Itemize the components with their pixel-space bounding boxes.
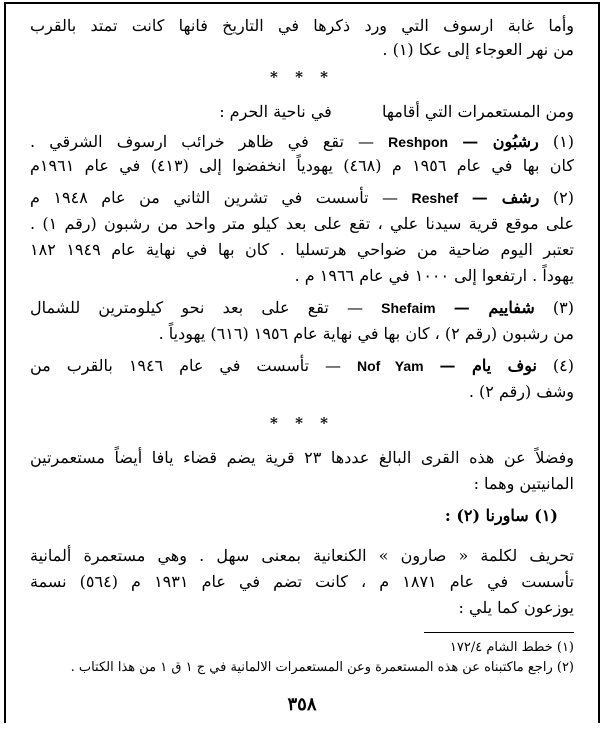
settlement-name: نوف يام —: [439, 356, 537, 375]
footnote-rule: [424, 632, 574, 633]
settlement-latin-name: Reshpon: [388, 134, 449, 150]
settlement-reshef: [30, 188, 574, 208]
settlement-reshpon-cont: كان بها في عام ١٩٥٦ م (٤٦٨) يهودياً انخفضوا إلى (٤١٣) في عام ١٩٦١م: [30, 156, 574, 175]
item-number: (٤): [552, 356, 574, 375]
settlement-latin-name: Shefaim: [381, 300, 436, 316]
paragraph-arsuf-forest: وأما غابة ارسوف التي ورد ذكرها في التاريخ فانها كانت تمتد بالقرب: [30, 16, 574, 35]
settlement-nof-yam-cont: وشف (رقم ٢) .: [468, 382, 574, 401]
settlement-description: — تقع على بعد نحو كيلومترين للشمال: [30, 298, 363, 317]
section-separator: * * *: [270, 414, 334, 432]
footnote-2: (٢) راجع ماكتبناه عن هذه المستعمرة وعن المستعمرات الالمانية في ج ١ ق ١ من هذا الكتاب .: [70, 660, 574, 675]
settlement-reshpon: [30, 132, 574, 152]
settlement-reshef-line4: يهوداً . ارتفعوا إلى ١٠٠٠ في عام ١٩٦٦ م .: [294, 266, 574, 285]
settlement-latin-name: Nof Yam: [356, 358, 424, 374]
settlement-latin-name: Reshef: [411, 190, 459, 206]
settlement-name: رشبُون —: [462, 132, 539, 151]
footnote-1: (١) خطط الشام ١٧٢/٤: [449, 640, 574, 655]
item-number: (٣): [552, 298, 574, 317]
page-number: ٣٥٨: [287, 694, 317, 715]
settlement-description: — تأسست في عام ١٩٤٦ بالقرب من: [30, 356, 342, 375]
book-page: [4, 2, 600, 723]
paragraph-sarona: تحريف لكلمة « صارون » الكنعانية بمعنى سهل . وهي مستعمرة ألمانية: [30, 546, 574, 565]
subheading-sarona: (١) ساورنا (٢) :: [444, 506, 558, 525]
settlement-reshef-line2: على موقع قرية سيدنا علي ، تقع على بعد كيلو متر واحد من رشبون (رقم ١) .: [30, 214, 575, 233]
settlement-reshef-line3: تعتبر اليوم ضاحية من ضواحي هرتسليا . كان بها في نهاية عام ١٩٤٩ ١٨٢: [30, 240, 575, 259]
paragraph-german-colonies-cont: المانيتين وهما :: [473, 474, 574, 493]
paragraph-arsuf-forest-cont: من نهر العوجاء إلى عكا (١) .: [382, 40, 574, 59]
paragraph-german-colonies: وفضلاً عن هذه القرى البالغ عددها ٢٣ قرية يضم قضاء يافا أيضاً مستعمرتين: [30, 448, 574, 467]
settlement-nof-yam: [30, 356, 574, 376]
settlement-name: رشف —: [471, 188, 540, 207]
settlement-shefaim: [30, 298, 574, 318]
paragraph-sarona-line3: يوزعون كما يلي :: [458, 598, 574, 617]
settlement-description: — تقع في ظاهر خرائب ارسوف الشرقي .: [30, 132, 375, 151]
section-heading: [219, 102, 574, 122]
heading-part-a: ومن المستعمرات التي أقامها: [382, 102, 574, 121]
settlement-shefaim-cont: من رشبون (رقم ٢) ، كان بها في نهاية عام ١٩٥٦ (٦١٦) يهودياً .: [158, 324, 574, 343]
section-separator: * * *: [270, 68, 334, 86]
item-number: (١): [552, 132, 574, 151]
paragraph-sarona-line2: تأسست في عام ١٨٧١ م ، كانت تضم في عام ١٩٣١ م (٥٦٤) نسمة: [30, 572, 574, 591]
settlement-name: شفاييم —: [453, 298, 535, 317]
settlement-description: — تأسست في تشرين الثاني من عام ١٩٤٨ م: [30, 188, 399, 207]
item-number: (٢): [552, 188, 574, 207]
heading-part-b: في ناحية الحرم :: [219, 102, 332, 121]
